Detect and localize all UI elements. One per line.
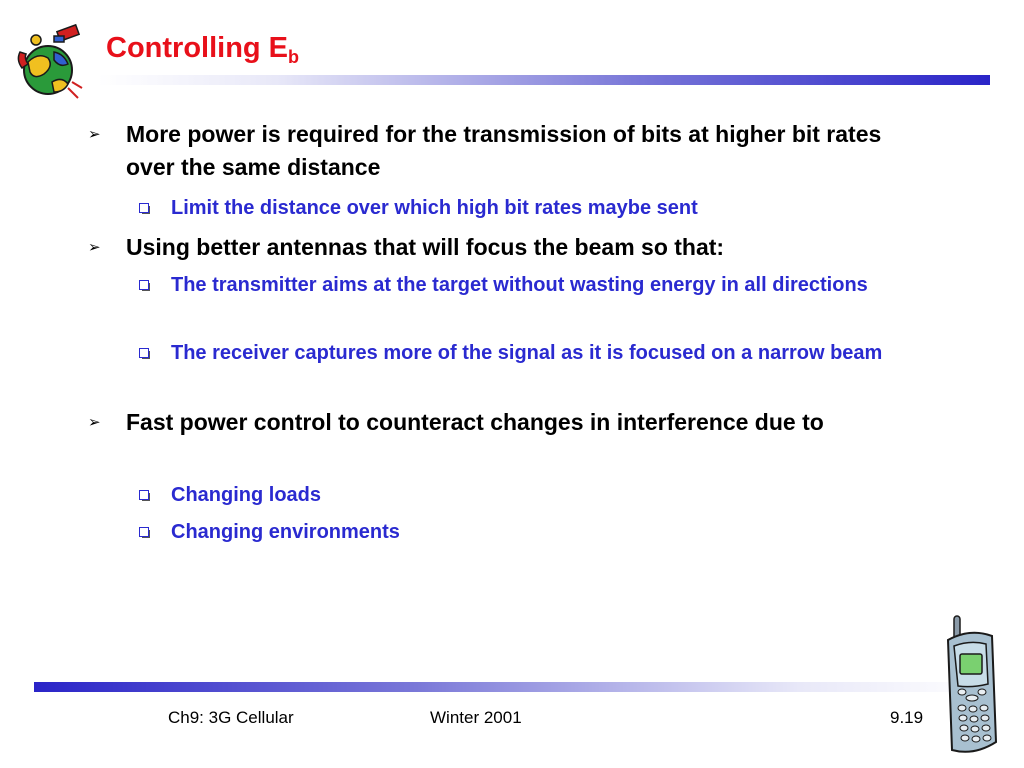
footer-page-number: 9.19 xyxy=(890,708,924,727)
square-bullet-icon xyxy=(139,280,149,290)
square-bullet-icon xyxy=(139,490,149,500)
subbullet-2 xyxy=(171,270,941,300)
footer-term: Winter 2001 xyxy=(430,708,522,727)
square-bullet-icon xyxy=(139,348,149,358)
subbullet-text: Changing environments xyxy=(171,521,400,543)
subbullet-text: Changing loads xyxy=(171,484,321,506)
bullet-1 xyxy=(88,118,906,184)
square-bullet-icon xyxy=(139,527,149,537)
subbullet-4 xyxy=(171,480,961,510)
bullet-text: More power is required for the transmission of bits at higher bit rates over the same distance xyxy=(126,121,882,180)
mobile-phone-icon xyxy=(940,614,1002,760)
footer-rule xyxy=(34,682,990,692)
bullet-text: Fast power control to counteract changes in interference due to xyxy=(126,409,824,435)
arrow-bullet-icon: ➢ xyxy=(88,414,101,431)
arrow-bullet-icon: ➢ xyxy=(88,126,101,143)
subbullet-text: The receiver captures more of the signal as it is focused on a narrow beam xyxy=(171,342,883,364)
arrow-bullet-icon: ➢ xyxy=(88,239,101,256)
bullet-3 xyxy=(88,406,906,439)
bullet-2 xyxy=(88,231,906,264)
footer-course: Ch9: 3G Cellular xyxy=(168,708,294,727)
square-bullet-icon xyxy=(139,203,149,213)
bullet-text: Using better antennas that will focus the beam so that: xyxy=(126,234,725,260)
subbullet-text: Limit the distance over which high bit rates maybe sent xyxy=(171,197,698,219)
title-subscript: b xyxy=(288,47,300,67)
subbullet-5 xyxy=(171,517,961,547)
subbullet-3 xyxy=(171,338,931,368)
subbullet-text: The transmitter aims at the target without wasting energy in all directions xyxy=(171,274,868,296)
slide-title: Controlling $E_b$ xyxy=(106,32,300,67)
subbullet-1 xyxy=(171,193,961,223)
